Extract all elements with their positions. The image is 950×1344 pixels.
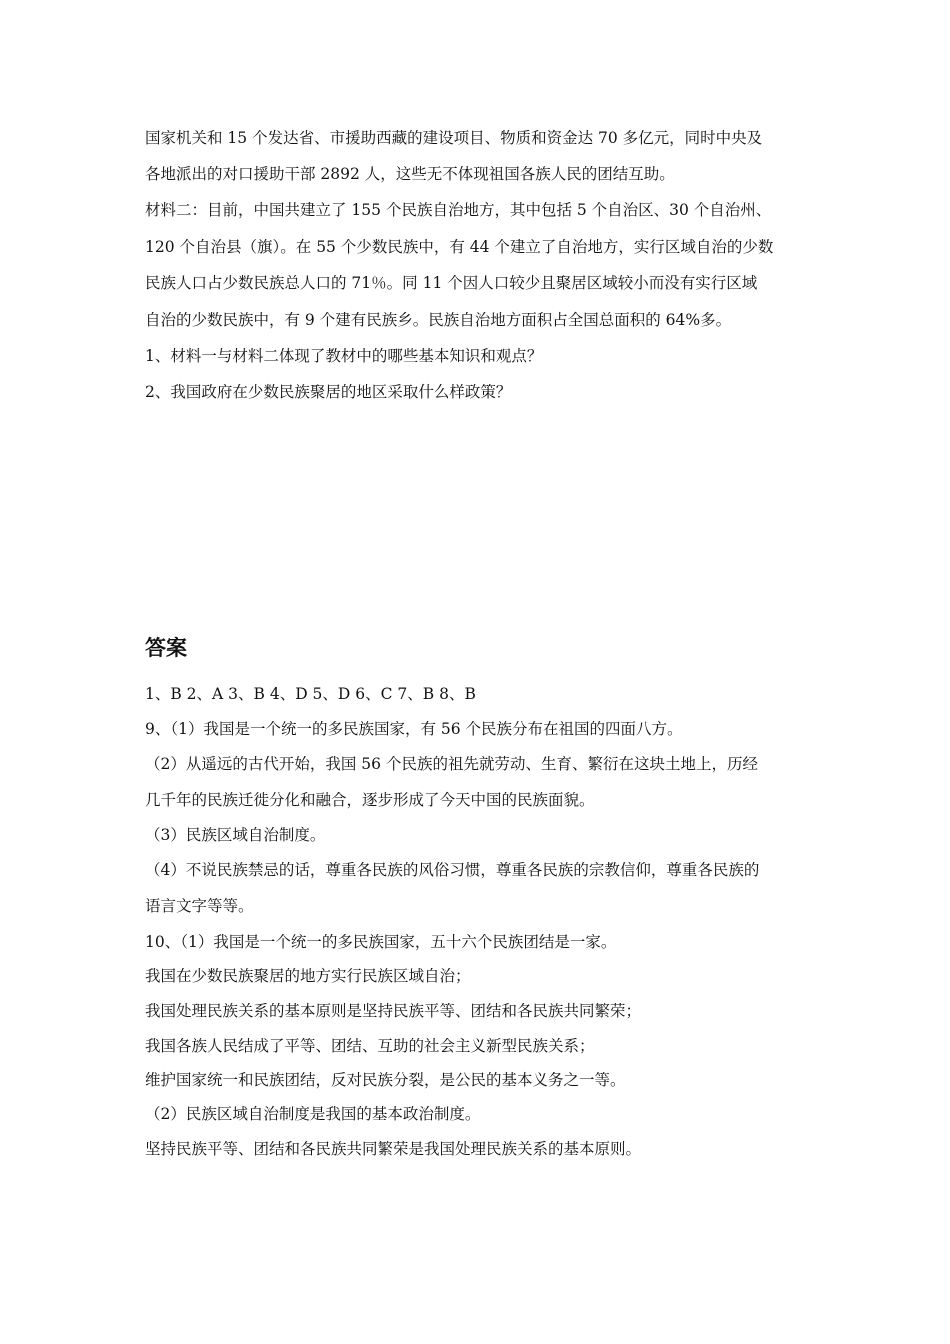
paragraph-line: 材料二：目前，中国共建立了 155 个民族自治地方，其中包括 5 个自治区、30 个自治州、 (145, 201, 772, 219)
answer-line: （4）不说民族禁忌的话，尊重各民族的风俗习惯，尊重各民族的宗教信仰，尊重各民族的 (145, 861, 760, 879)
answer-line: （2）从遥远的古代开始，我国 56 个民族的祖先就劳动、生育、繁衍在这块土地上，历经 (145, 755, 758, 773)
answer-line: （2）民族区域自治制度是我国的基本政治制度。 (145, 1105, 481, 1123)
question-line: 1、材料一与材料二体现了教材中的哪些基本知识和观点？ (145, 347, 543, 365)
question-line: 2、我国政府在少数民族聚居的地区采取什么样政策？ (145, 383, 512, 401)
answer-line: 我国各族人民结成了平等、团结、互助的社会主义新型民族关系； (145, 1037, 595, 1055)
paragraph-line: 民族人口占少数民族总人口的 71％。同 11 个因人口较少且聚居区域较小而没有实行区域 (145, 274, 758, 292)
answer-line: 1、B 2、A 3、B 4、D 5、D 6、C 7、B 8、B (145, 685, 476, 703)
answer-heading: 答案 (145, 636, 187, 660)
answer-line: 坚持民族平等、团结和各民族共同繁荣是我国处理民族关系的基本原则。 (145, 1140, 642, 1158)
paragraph-line: 国家机关和 15 个发达省、市援助西藏的建设项目、物质和资金达 70 多亿元，同时中央及 (145, 129, 763, 147)
paragraph-line: 各地派出的对口援助干部 2892 人，这些无不体现祖国各族人民的团结互助。 (145, 165, 675, 183)
answer-line: 维护国家统一和民族团结，反对民族分裂，是公民的基本义务之一等。 (145, 1071, 626, 1089)
paragraph-line: 自治的少数民族中，有 9 个建有民族乡。民族自治地方面积占全国总面积的 64%多。 (145, 311, 732, 329)
answer-line: 我国在少数民族聚居的地方实行民族区域自治； (145, 967, 471, 985)
answer-line: 我国处理民族关系的基本原则是坚持民族平等、团结和各民族共同繁荣； (145, 1002, 642, 1020)
answer-line: 9、（1）我国是一个统一的多民族国家，有 56 个民族分布在祖国的四面八方。 (145, 720, 683, 738)
paragraph-line: 120 个自治县（旗）。在 55 个少数民族中，有 44 个建立了自治地方，实行区域自治的少数 (145, 238, 774, 256)
answer-line: 几千年的民族迁徙分化和融合，逐步形成了今天中国的民族面貌。 (145, 791, 595, 809)
answer-line: 10、（1）我国是一个统一的多民族国家，五十六个民族团结是一家。 (145, 933, 617, 951)
answer-line: （3）民族区域自治制度。 (145, 826, 326, 844)
answer-line: 语言文字等等。 (145, 897, 254, 915)
